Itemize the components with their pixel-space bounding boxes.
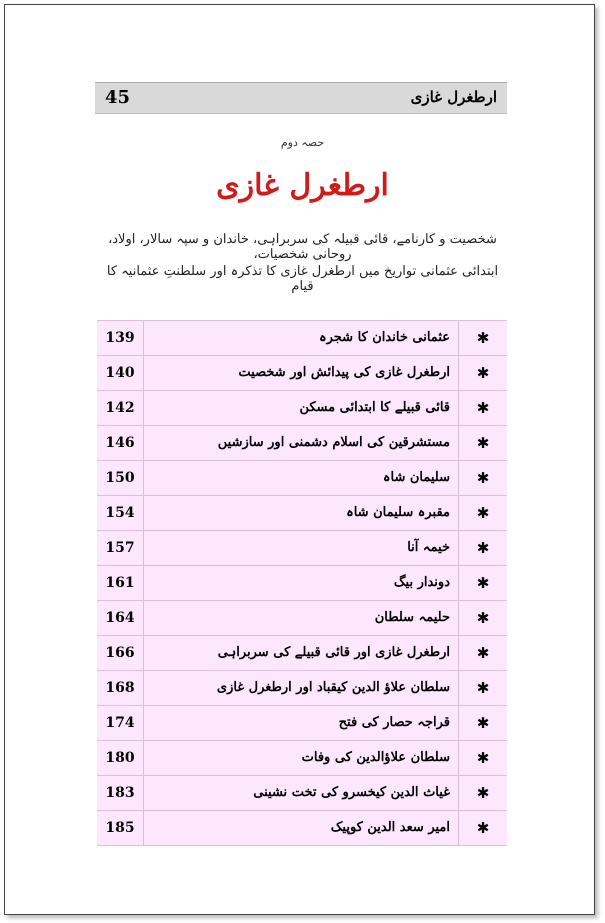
asterisk-bullet-icon: ✱	[458, 601, 507, 635]
asterisk-bullet-icon: ✱	[458, 321, 507, 355]
toc-page-number: 183	[97, 776, 144, 810]
asterisk-bullet-icon: ✱	[458, 496, 507, 530]
toc-row	[97, 461, 507, 496]
asterisk-bullet-icon: ✱	[458, 636, 507, 670]
toc-row	[97, 391, 507, 426]
toc-row	[97, 811, 507, 846]
toc-page-number: 161	[97, 566, 144, 600]
toc-entry-title: دوندار بیگ	[144, 566, 458, 600]
toc-row	[97, 356, 507, 391]
toc-entry-title: قائی قبیلے کا ابتدائی مسکن	[144, 391, 458, 425]
toc-page-number: 180	[97, 741, 144, 775]
toc-entry-title: ارطغرل غازی اور قائی قبیلے کی سربراہی	[144, 636, 458, 670]
chapter-subtitle-line-2: ابتدائی عثمانی تواریخ میں ارطغرل غازی کا تذکرہ اور سلطنتِ عثمانیہ کا قیام	[106, 264, 499, 294]
asterisk-bullet-icon: ✱	[458, 741, 507, 775]
toc-row	[97, 636, 507, 671]
asterisk-bullet-icon: ✱	[458, 391, 507, 425]
toc-entry-title: خیمہ آنا	[144, 531, 458, 565]
toc-entry-title: سلطان علاؤالدین کی وفات	[144, 741, 458, 775]
toc-row	[97, 601, 507, 636]
toc-entry-title: قراجہ حصار کی فتح	[144, 706, 458, 740]
table-of-contents	[97, 320, 507, 846]
toc-page-number: 139	[97, 321, 144, 355]
toc-page-number: 164	[97, 601, 144, 635]
toc-page-number: 140	[97, 356, 144, 390]
header-running-title: ارطغرل غازی	[410, 88, 497, 106]
toc-page-number: 166	[97, 636, 144, 670]
header-page-number: 45	[105, 87, 131, 108]
toc-entry-title: سلطان علاؤ الدین کیقباد اور ارطغرل غازی	[144, 671, 458, 705]
asterisk-bullet-icon: ✱	[458, 776, 507, 810]
toc-entry-title: عثمانی خاندان کا شجرہ	[144, 321, 458, 355]
toc-entry-title: سلیمان شاہ	[144, 461, 458, 495]
asterisk-bullet-icon: ✱	[458, 356, 507, 390]
asterisk-bullet-icon: ✱	[458, 811, 507, 845]
asterisk-bullet-icon: ✱	[458, 461, 507, 495]
toc-entry-title: امیر سعد الدین کوپیک	[144, 811, 458, 845]
toc-page-number: 168	[97, 671, 144, 705]
toc-row	[97, 566, 507, 601]
toc-row	[97, 706, 507, 741]
toc-entry-title: مستشرقین کی اسلام دشمنی اور سازشیں	[144, 426, 458, 460]
toc-page-number: 154	[97, 496, 144, 530]
chapter-subtitle-line-1: شخصیت و کارنامے، قائی قبیلہ کی سربراہی، خاندان و سپہ سالار، اولاد، روحانی شخصیات،	[108, 232, 497, 262]
toc-entry-title: ارطغرل غازی کی پیدائش اور شخصیت	[144, 356, 458, 390]
toc-row	[97, 426, 507, 461]
toc-entry-title: مقبرہ سلیمان شاہ	[144, 496, 458, 530]
toc-page-number: 174	[97, 706, 144, 740]
toc-page-number: 157	[97, 531, 144, 565]
running-header	[95, 82, 507, 114]
toc-row	[97, 496, 507, 531]
toc-entry-title: غیاث الدین کیخسرو کی تخت نشینی	[144, 776, 458, 810]
toc-row	[97, 531, 507, 566]
toc-row	[97, 671, 507, 706]
toc-page-number: 150	[97, 461, 144, 495]
toc-row	[97, 776, 507, 811]
toc-row	[97, 321, 507, 356]
asterisk-bullet-icon: ✱	[458, 531, 507, 565]
asterisk-bullet-icon: ✱	[458, 566, 507, 600]
asterisk-bullet-icon: ✱	[458, 706, 507, 740]
toc-row	[97, 741, 507, 776]
toc-page-number: 146	[97, 426, 144, 460]
chapter-title: ارطغرل غازی	[216, 168, 389, 203]
toc-page-number: 142	[97, 391, 144, 425]
toc-page-number: 185	[97, 811, 144, 845]
asterisk-bullet-icon: ✱	[458, 671, 507, 705]
section-label: حصہ دوم	[280, 136, 325, 149]
toc-entry-title: حلیمہ سلطان	[144, 601, 458, 635]
asterisk-bullet-icon: ✱	[458, 426, 507, 460]
